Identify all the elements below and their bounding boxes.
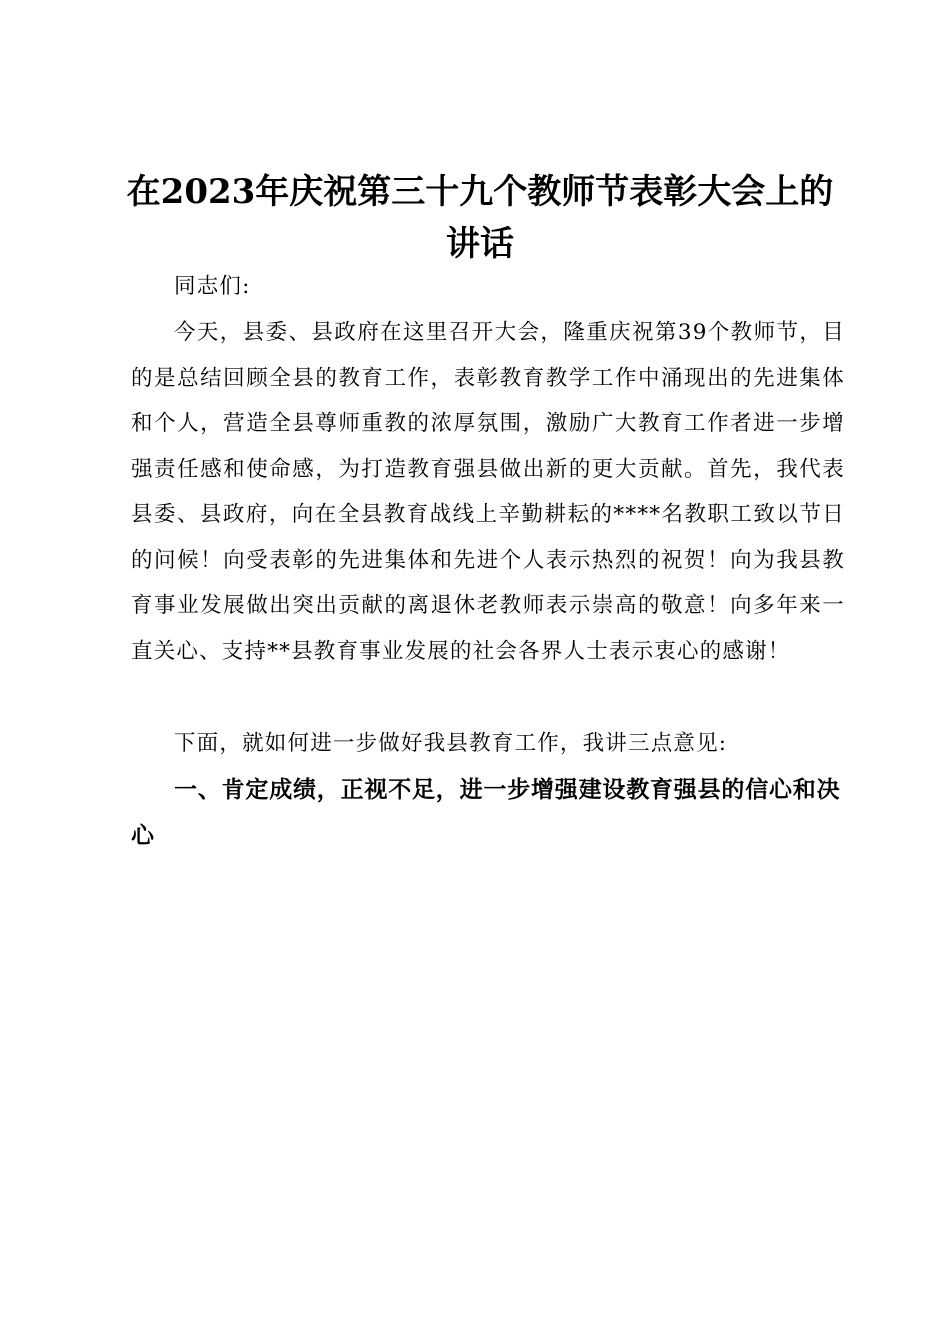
document-title: 在2023年庆祝第三十九个教师节表彰大会上的讲话: [126, 172, 834, 264]
section-heading-1: 一、肯定成绩，正视不足，进一步增强建设教育强县的信心和决心: [131, 777, 841, 849]
salutation: 同志们:: [174, 274, 251, 299]
body-paragraph-1: 今天，县委、县政府在这里召开大会，隆重庆祝第39个教师节，目的是总结回顾全县的教育工作，表彰教育教学工作中涌现出的先进集体和个人，营造全县尊师重教的浓厚氛围，激励广大教育工作者进一步增强责任感和使命感，为打造教育强县做出新的更大贡献。首先，我代表县委、县政府，向在全县教育战线上辛勤耕耘的****名教职工致以节日的问候！向受表彰的先进集体和先进个人表示热烈的祝贺！向为我县教育事业发展做出突出贡献的离退休老教师表示崇高的敬意！向多年来一直关心、支持**县教育事业发展的社会各界人士表示衷心的感谢！: [131, 320, 845, 664]
body-paragraph-2: 下面，就如何进一步做好我县教育工作，我讲三点意见:: [174, 731, 728, 756]
